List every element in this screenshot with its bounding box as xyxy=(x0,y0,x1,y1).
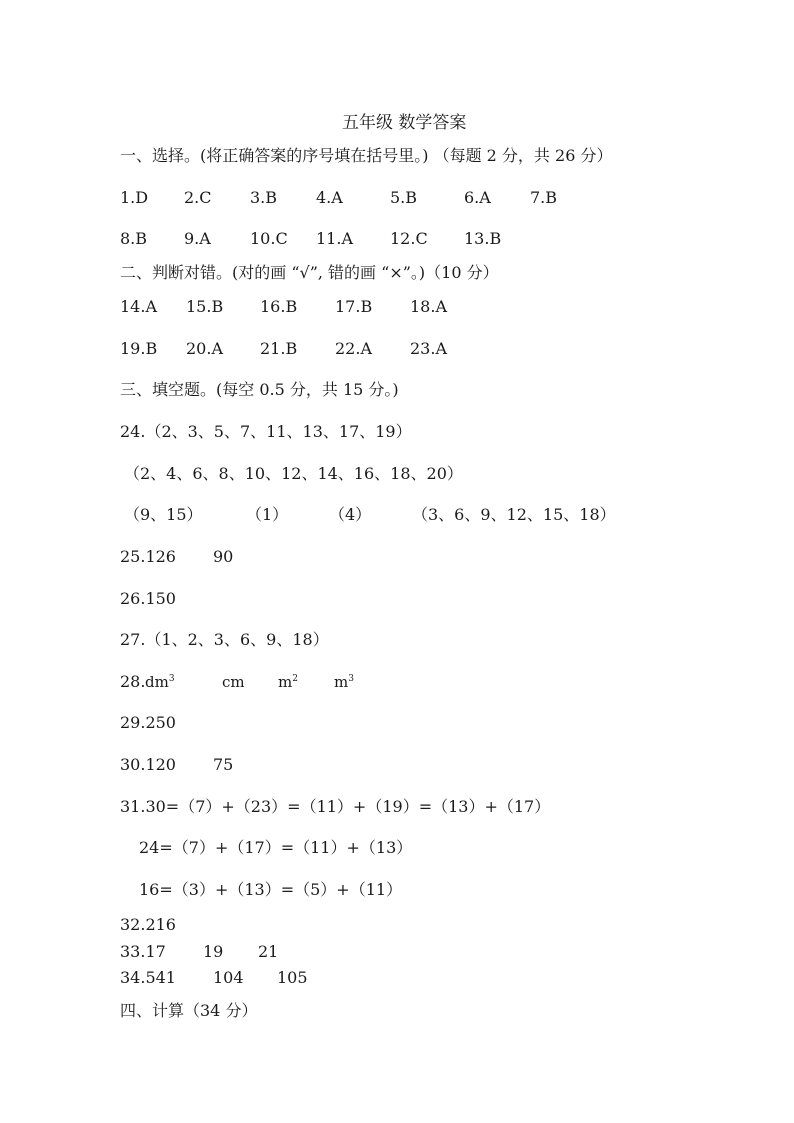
answer-item: 7.B xyxy=(530,188,558,207)
unit-item xyxy=(278,672,298,692)
unit-exponent: 3 xyxy=(348,674,354,684)
answer-item: 22.A xyxy=(335,339,372,358)
section-calc-heading: 四、计算（34 分） xyxy=(120,1001,258,1020)
answer-item: 15.B xyxy=(186,297,224,316)
q31-line-3: 16=（3）+（13）=（5）+（11） xyxy=(139,880,403,899)
section-choice-heading: 一、选择。(将正确答案的序号填在括号里。) （每题 2 分，共 26 分） xyxy=(120,146,613,165)
answer-item: （3、6、9、12、15、18） xyxy=(412,505,616,524)
answer-item: 2.C xyxy=(184,188,212,207)
answer-item: 75 xyxy=(213,755,234,774)
answer-item: （1） xyxy=(246,505,289,524)
answer-item: 14.A xyxy=(120,297,157,316)
q31-line-1: 31.30=（7）+（23）=（11）+（19）=（13）+（17） xyxy=(120,797,551,816)
q26: 26.150 xyxy=(120,589,176,608)
answer-item: 11.A xyxy=(316,229,353,248)
answer-item: （4） xyxy=(329,505,372,524)
answer-item: 34.541 xyxy=(120,968,176,987)
unit-base: m xyxy=(334,673,349,691)
unit-exponent: 3 xyxy=(168,674,175,684)
answer-item: （9、15） xyxy=(124,505,203,524)
answer-item: 13.B xyxy=(464,229,502,248)
answer-item: 21.B xyxy=(260,339,298,358)
answer-item: 5.B xyxy=(390,188,418,207)
answer-item: 19.B xyxy=(120,339,158,358)
answer-item: 104 xyxy=(213,968,244,987)
unit-item xyxy=(222,672,245,692)
answer-item: 30.120 xyxy=(120,755,176,774)
answer-item: 10.C xyxy=(250,229,288,248)
q29: 29.250 xyxy=(120,713,176,732)
answer-item: 17.B xyxy=(335,297,373,316)
q32: 32.216 xyxy=(120,915,176,934)
answer-item: 3.B xyxy=(250,188,278,207)
answer-item: 1.D xyxy=(120,188,149,207)
page-title: 五年级 数学答案 xyxy=(342,113,467,133)
unit-exponent: 2 xyxy=(292,674,298,684)
answer-item: 105 xyxy=(277,968,308,987)
q24-line-2: （2、4、6、8、10、12、14、16、18、20） xyxy=(124,464,463,483)
answer-item: 8.B xyxy=(120,229,148,248)
q24-line-1: 24.（2、3、5、7、11、13、17、19） xyxy=(120,422,412,441)
q28-label: 28. xyxy=(120,672,146,691)
q27: 27.（1、2、3、6、9、18） xyxy=(120,630,329,649)
answer-item: 12.C xyxy=(390,229,428,248)
answer-item: 19 xyxy=(203,942,224,961)
unit-base: dm xyxy=(145,673,169,691)
unit-item xyxy=(145,672,175,692)
unit-base: m xyxy=(278,673,293,691)
answer-item: 21 xyxy=(258,942,279,961)
answer-item: 9.A xyxy=(184,229,211,248)
unit-base: cm xyxy=(222,673,245,691)
section-judge-heading: 二、判断对错。(对的画 “√”, 错的画 “×”。)（10 分） xyxy=(120,263,499,282)
answer-item: 20.A xyxy=(186,339,223,358)
answer-item: 23.A xyxy=(410,339,447,358)
section-fill-heading: 三、填空题。(每空 0.5 分，共 15 分。) xyxy=(120,380,399,399)
answer-item: 25.126 xyxy=(120,547,176,566)
q31-line-2: 24=（7）+（17）=（11）+（13） xyxy=(139,838,413,857)
answer-item: 16.B xyxy=(260,297,298,316)
answer-item: 90 xyxy=(213,547,234,566)
answer-item: 4.A xyxy=(316,188,343,207)
answer-item: 33.17 xyxy=(120,942,166,961)
unit-item xyxy=(334,672,354,692)
answer-item: 18.A xyxy=(410,297,447,316)
answer-item: 6.A xyxy=(464,188,491,207)
